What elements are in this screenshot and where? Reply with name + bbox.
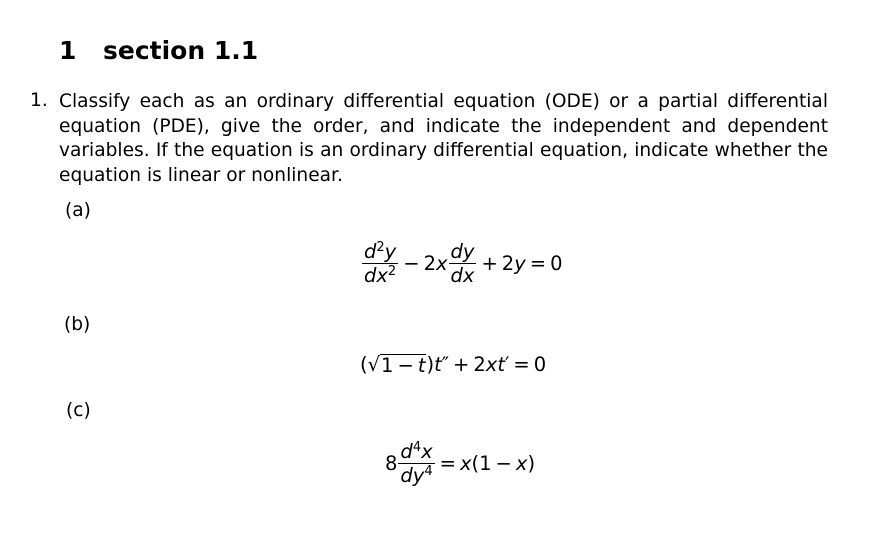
part-b-label: (b) (64, 314, 91, 335)
equation-a: $\frac{d^2y}{dx^2}$ − 2 x $\frac{dy}{dx}$ + 2 y = 0 (364, 239, 563, 288)
section-title: section 1.1 (103, 36, 259, 65)
problem-number: 1. (30, 90, 48, 111)
part-c-label: (c) (66, 400, 91, 421)
section-number: 1 (59, 36, 77, 65)
equation-c: 8 $\frac{d^4x}{dy^4}$ = x (1 − x ) (385, 439, 536, 488)
section-heading (59, 36, 258, 65)
part-a-label: (a) (65, 200, 91, 221)
equation-b: ( √ 1 − t ) t ″ + 2 xt ′ = 0 (360, 353, 547, 377)
problem-text: Classify each as an ordinary differential equation (ODE) or a partial differential equation (PDE), give the order, and indicate the independent and dependent variables. If the equation is an ordinary differential equation, indicate whether the equation is linear or nonlinear. (59, 91, 828, 186)
